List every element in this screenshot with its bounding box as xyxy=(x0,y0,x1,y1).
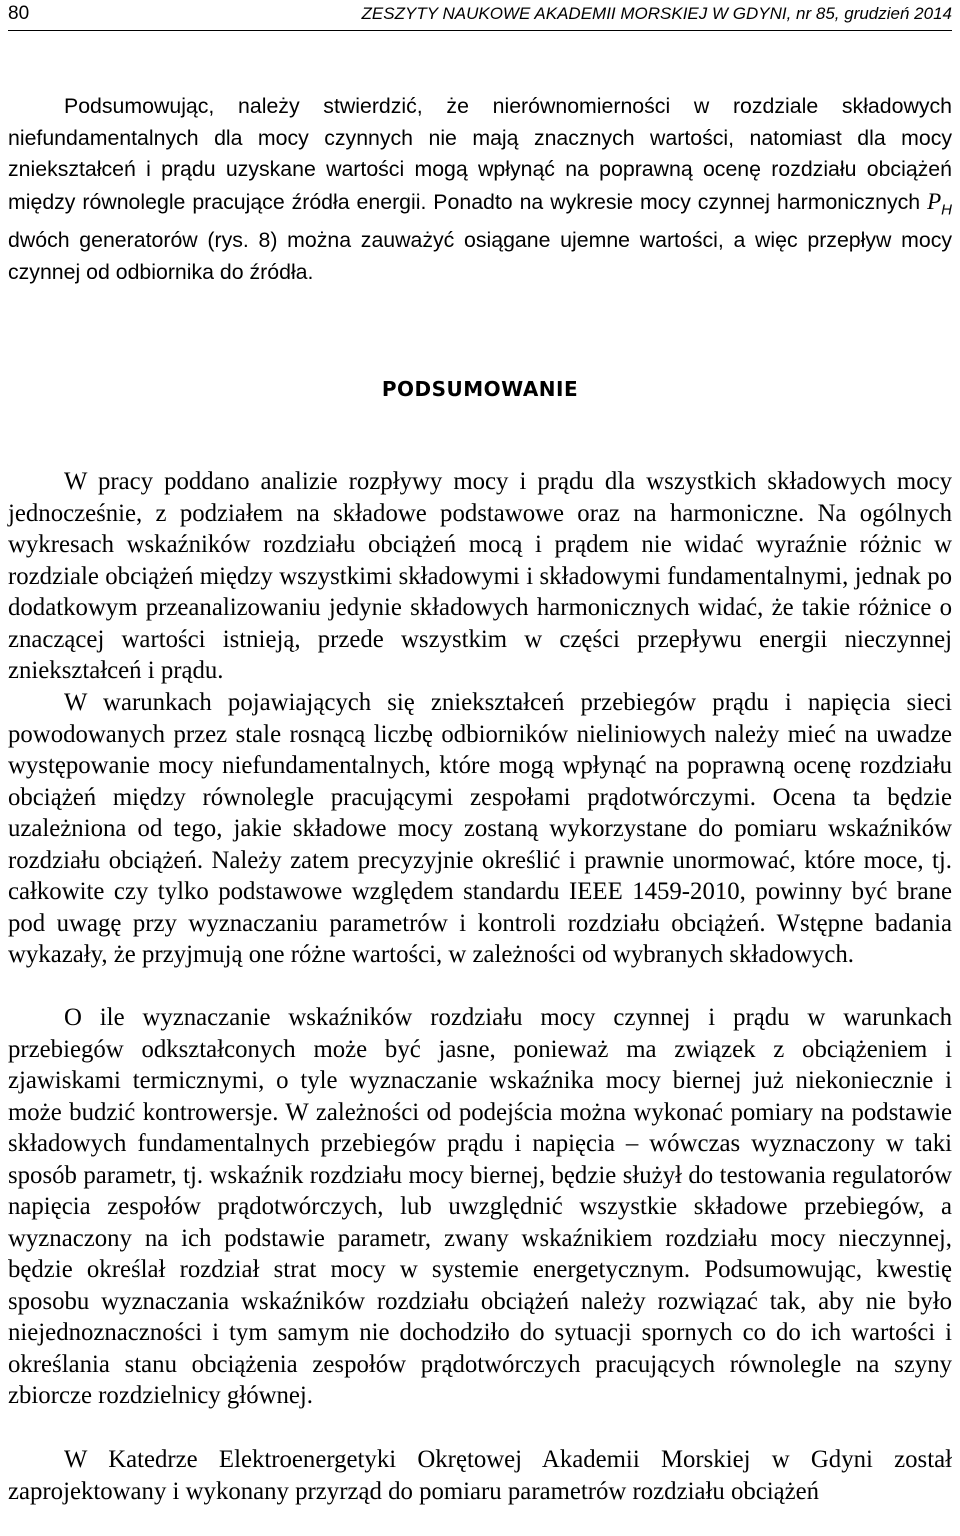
power-symbol: P xyxy=(927,188,942,214)
page-number: 80 xyxy=(8,3,30,24)
subscript-letter: H xyxy=(941,200,952,218)
summary-paragraph-1: W pracy poddano analizie rozpływy mocy i prądu dla wszystkich składowych mocy jednocześnie, z podziałem na składowe podstawowe oraz na harmoniczne. Na ogólnych wykresach wskaźników rozdziału obciążeń mocą i prądem nie widać wyraźnie różnic w rozdziale obciążeń między wszystkimi składowymi i składowymi fundamentalnymi, jednak po dodatkowym przeanalizowaniu jedynie składowych harmonicznych widać, że takie różnice o znaczącej wartości istnieją, przede wszystkim w części przepływu energii nieczynnej zniekształceń i prądu. xyxy=(8,468,952,684)
summary-paragraph-2: W warunkach pojawiających się zniekształceń przebiegów prądu i napięcia sieci powodowanych przez stale rosnącą liczbę odbiorników nieliniowych należy mieć na uwadze występowanie mocy niefundamentalnych, które mogą wpłynąć na poprawną ocenę rozdziału obciążeń między równolegle pracującymi zespołami prądotwórczymi. Ocena ta będzie uzależniona od tego, jakie składowe mocy zostaną wykorzystane do pomiaru wskaźników rozdziału obciążeń. Należy zatem precyzyjnie określić i prawnie unormować, które moce, tj. całkowite czy tylko podstawowe względem standardu IEEE 1459-2010, powinny być brane pod uwagę przy wyznaczaniu parametrów i kontroli rozdziału obciążeń. Wstępne badania wykazały, że przyjmują one różne wartości, w zależności od wybranych składowych. xyxy=(8,689,952,968)
intro-text-end: dwóch generatorów (rys. 8) można zauważyć osiągane ujemne wartości, a więc przepływ mocy czynnej od odbiornika do źródła. xyxy=(8,228,952,284)
running-header xyxy=(8,0,952,31)
summary-paragraph-4: W Katedrze Elektroenergetyki Okrętowej Akademii Morskiej w Gdyni został zaprojektowany i wykonany przyrząd do pomiaru parametrów rozdziału obciążeń xyxy=(8,1446,952,1505)
section-heading: PODSUMOWANIE xyxy=(381,377,579,401)
summary-paragraph-3: O ile wyznaczanie wskaźników rozdziału mocy czynnej i prądu w warunkach przebiegów odkształconych może być jasne, ponieważ ma związek z obciążeniem i zjawiskami termicznymi, o tyle wyznaczanie wskaźnika mocy biernej już niekoniecznie i może budzić kontrowersje. W zależności od podejścia można wykonać pomiary na podstawie składowych fundamentalnych przebiegów prądu i napięcia – wówczas wyznaczony w taki sposób parametr, tj. wskaźnik rozdziału mocy biernej, będzie służył do testowania regulatorów napięcia zespołów prądotwórczych, lub uwzględnić wszystkie składowe przebiegów, a wyznaczony na ich podstawie parametr, zwany wskaźnikiem rozdziału mocy nieczynnej, będzie określał rozdział strat mocy w systemie energetycznym. Podsumowując, kwestię sposobu wyznaczania wskaźników rozdziału obciążeń należy rozwiązać tak, aby nie było niejednoznaczności i tym samym nie dochodziło do sytuacji spornych co do ich wartości i określania stanu obciążenia zespołów prądotwórczych pracujących równolegle na szyny zbiorcze rozdzielnicy głównej. xyxy=(8,1004,952,1409)
power-symbol-subscript xyxy=(941,201,952,218)
intro-paragraph xyxy=(8,91,952,288)
intro-text-start: Podsumowując, należy stwierdzić, że nierównomierności w rozdziale składowych niefundamentalnych dla mocy czynnych nie mają znacznych wartości, natomiast dla mocy zniekształceń i prądu uzyskane wartości mogą wpłynąć na poprawną ocenę rozdziału obciążeń między równolegle pracujące źródła energii. Ponadto na wykresie mocy czynnej harmonicznych xyxy=(8,94,952,214)
document-page xyxy=(8,0,952,1536)
journal-title: ZESZYTY NAUKOWE AKADEMII MORSKIEJ W GDYNI, nr 85, grudzień 2014 xyxy=(361,4,952,23)
